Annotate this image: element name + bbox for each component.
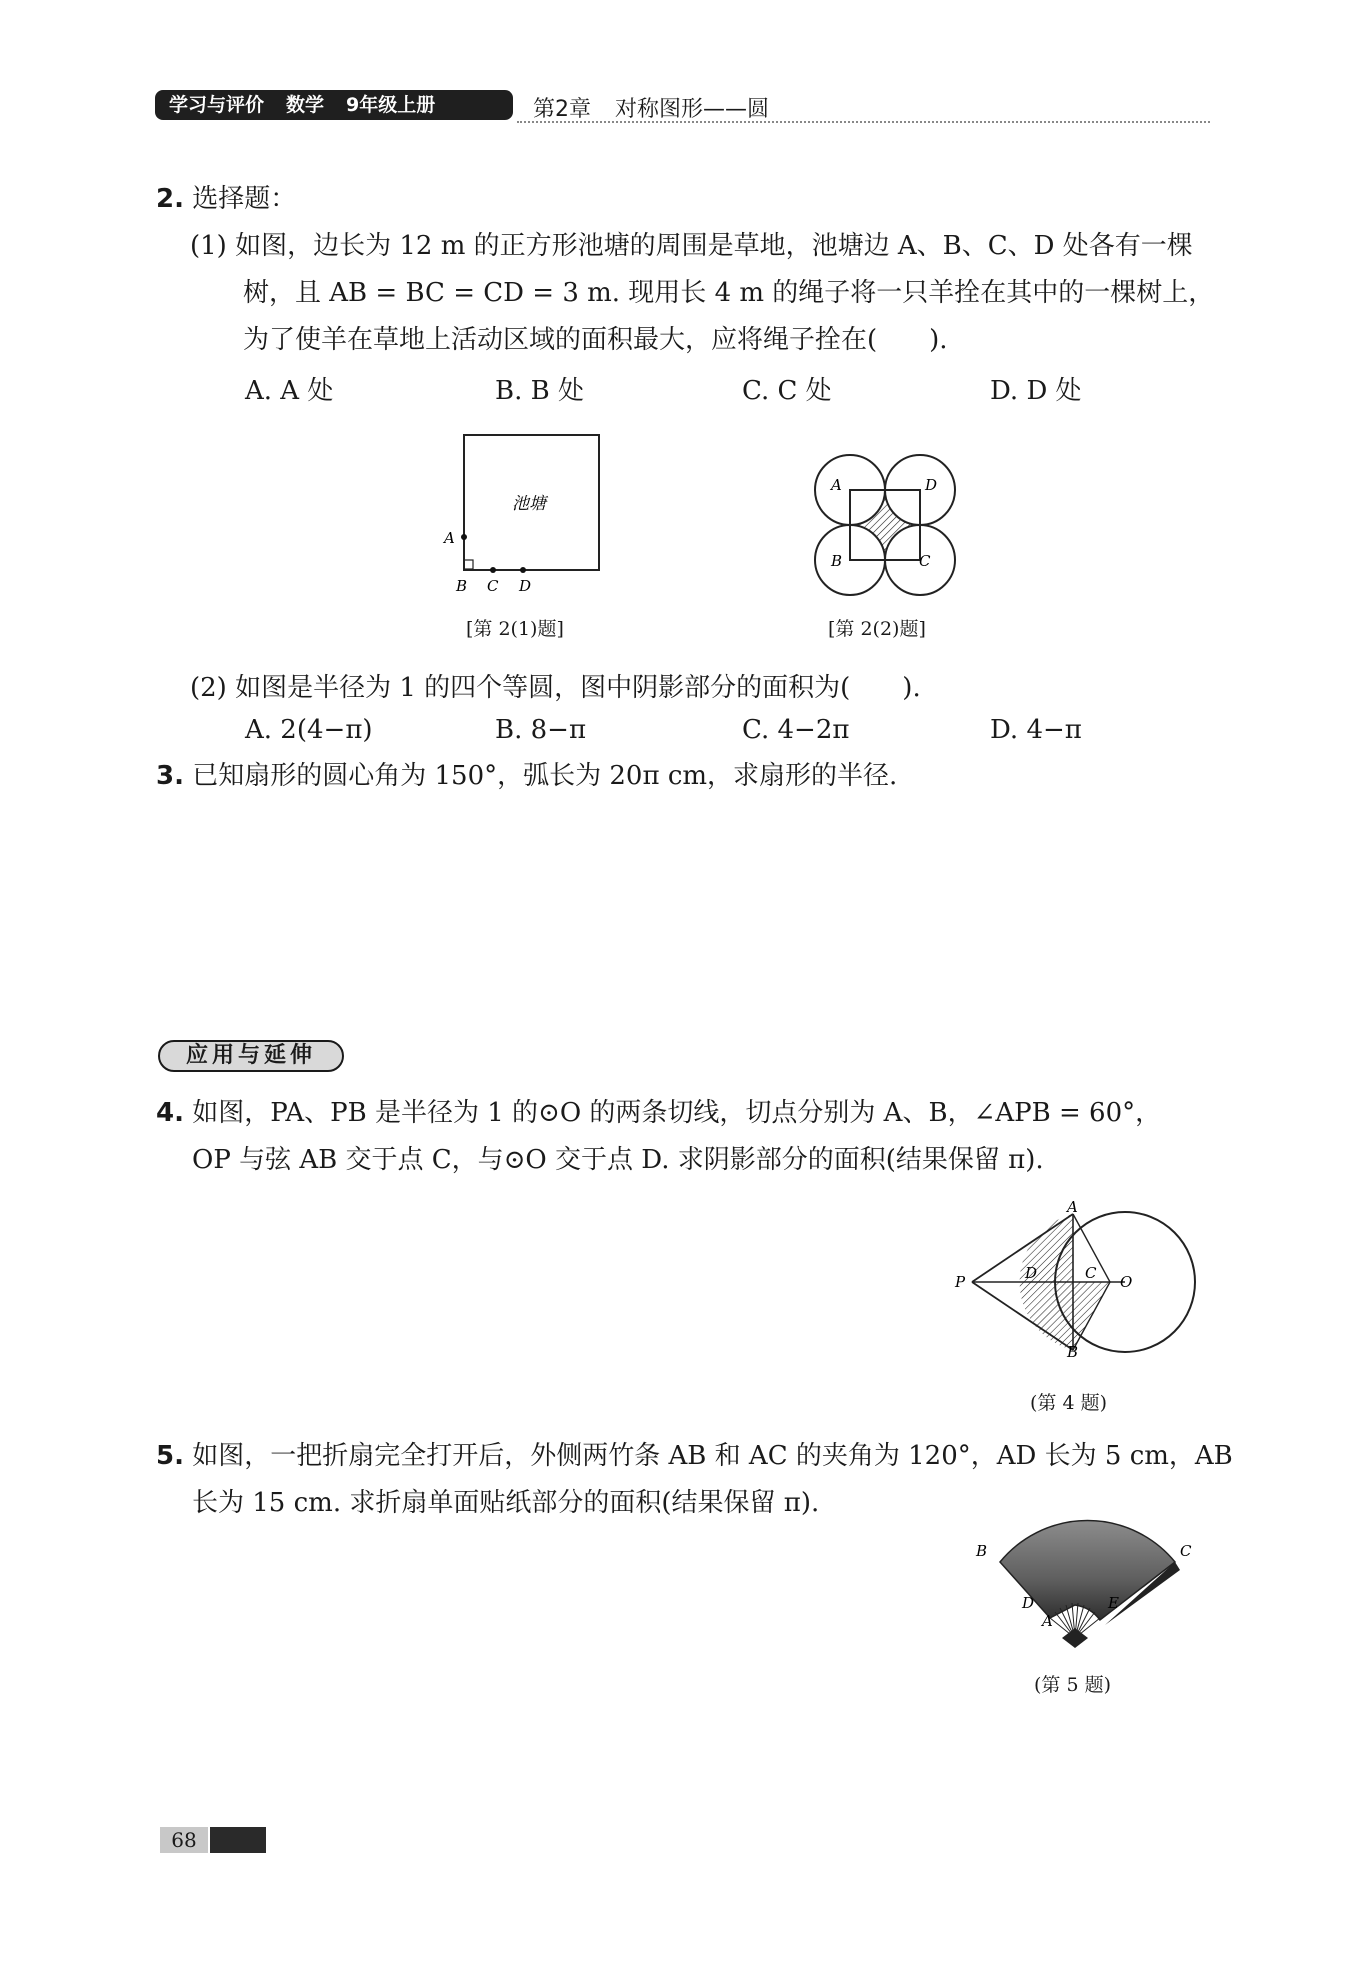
figure-2-2 (805, 445, 965, 605)
question-4-line2: OP 与弦 AB 交于点 C，与⊙O 交于点 D. 求阴影部分的面积(结果保留 π). (192, 1145, 1044, 1175)
q2-2-option-a: A. 2(4−π) (245, 715, 373, 745)
q2-2-option-d: D. 4−π (990, 715, 1082, 745)
caption-5: (第 5 题) (1034, 1674, 1111, 1696)
book-badge (155, 90, 513, 120)
label-b: B (456, 577, 468, 595)
question-2-number: 2. (156, 184, 184, 214)
question-5-text1: 如图，一把折扇完全打开后，外侧两竹条 AB 和 AC 的夹角为 120°，AD 长为 5 cm，AB (192, 1441, 1233, 1471)
label-d: D (519, 577, 532, 595)
label-b5: B (976, 1542, 988, 1560)
label-a4: A (1067, 1198, 1078, 1216)
label-b2: B (831, 552, 843, 570)
question-4-number: 4. (156, 1098, 184, 1128)
section-title: 应用与延伸 (158, 1040, 344, 1072)
grade: 9年级上册 (346, 94, 436, 116)
question-3-text: 已知扇形的圆心角为 150°，弧长为 20π cm，求扇形的半径. (192, 761, 898, 791)
caption-2-2: [第 2(2)题] (828, 618, 926, 640)
subject: 数学 (286, 94, 325, 116)
figure-4 (950, 1200, 1200, 1370)
label-c5: C (1180, 1542, 1192, 1560)
q2-2-line1: (2) 如图是半径为 1 的四个等圆，图中阴影部分的面积为( ). (190, 673, 921, 703)
point-c (490, 567, 496, 573)
q2-1-line1: (1) 如图，边长为 12 m 的正方形池塘的周围是草地，池塘边 A、B、C、D 处各有一棵 (190, 231, 1193, 261)
label-c: C (487, 577, 499, 595)
page-number: 68 (160, 1827, 208, 1853)
question-4-text1: 如图，PA、PB 是半径为 1 的⊙O 的两条切线，切点分别为 A、B，∠APB = 60°， (192, 1098, 1162, 1128)
q2-2-option-b: B. 8−π (495, 715, 587, 745)
book-title: 学习与评价 (169, 94, 265, 116)
q2-2-option-c: C. 4−2π (742, 715, 850, 745)
question-5-line1 (156, 1433, 1233, 1479)
label-d4: D (1025, 1264, 1038, 1282)
q2-1-line2: 树，且 AB = BC = CD = 3 m. 现用长 4 m 的绳子将一只羊拴在其中的一棵树上， (243, 278, 1215, 308)
figure-5 (950, 1500, 1200, 1640)
question-4-line1 (156, 1090, 1161, 1136)
page-header (155, 88, 1210, 122)
question-2-heading: 选择题： (192, 184, 297, 214)
label-p4: P (955, 1273, 966, 1291)
question-3 (156, 753, 897, 799)
question-3-number: 3. (156, 761, 184, 791)
q2-1-option-d: D. D 处 (990, 376, 1082, 406)
chapter-number: 第2章 (533, 97, 591, 122)
label-a: A (444, 529, 455, 547)
label-e5: E (1108, 1594, 1119, 1612)
label-a2: A (831, 476, 842, 494)
page-number-bar (210, 1827, 266, 1853)
point-a (461, 534, 467, 540)
label-o4: O (1120, 1273, 1133, 1291)
q2-1-line3: 为了使羊在草地上活动区域的面积最大，应将绳子拴在( ). (243, 325, 948, 355)
pond-label: 池塘 (512, 494, 546, 514)
header-rule (517, 121, 1210, 123)
q2-1-option-b: B. B 处 (495, 376, 585, 406)
q2-1-option-c: C. C 处 (742, 376, 832, 406)
label-d5: D (1022, 1594, 1035, 1612)
chapter-heading (533, 92, 769, 123)
question-2-title (156, 176, 296, 222)
chapter-title: 对称图形——圆 (615, 97, 770, 122)
shaded-region (850, 490, 920, 560)
label-c2: C (919, 552, 931, 570)
label-a5: A (1042, 1612, 1053, 1630)
caption-4: (第 4 题) (1030, 1392, 1107, 1414)
label-d2: D (925, 476, 938, 494)
question-5-line2: 长为 15 cm. 求折扇单面贴纸部分的面积(结果保留 π). (192, 1488, 820, 1518)
label-b4: B (1067, 1343, 1079, 1361)
figure-2-1 (440, 425, 620, 605)
point-d (520, 567, 526, 573)
q2-1-option-a: A. A 处 (245, 376, 334, 406)
caption-2-1: [第 2(1)题] (466, 618, 564, 640)
right-angle-mark (464, 560, 473, 569)
question-5-number: 5. (156, 1441, 184, 1471)
label-c4: C (1085, 1264, 1097, 1282)
